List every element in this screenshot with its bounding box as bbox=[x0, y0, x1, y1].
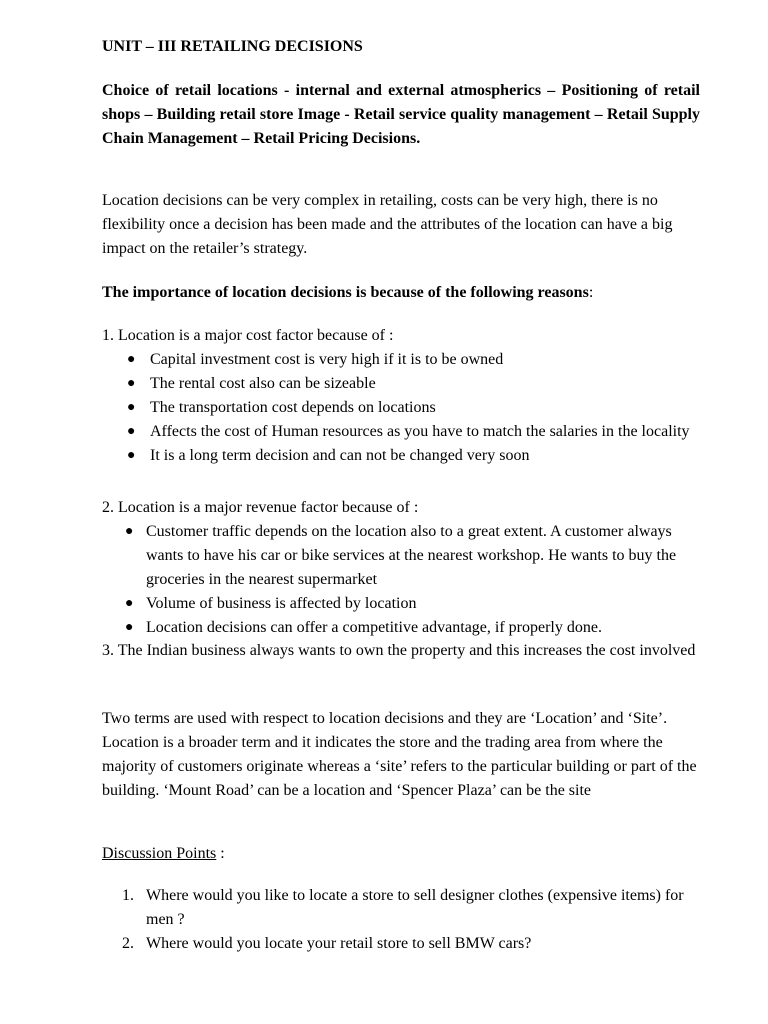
list-item-text: The transportation cost depends on locations bbox=[150, 399, 436, 416]
bullet-icon: ● bbox=[127, 448, 136, 463]
unit-topics: Choice of retail locations - internal and external atmospherics – Positioning of retail shops – Building retail store Image - Retail service quality management – Retail Supply Chain Management – Retail Pricing Decisions. bbox=[102, 82, 700, 147]
bullet-icon: ● bbox=[127, 352, 136, 367]
terms-paragraph: Two terms are used with respect to location decisions and they are ‘Location’ and ‘Site’. Location is a broader term and it indicates the store and the trading area from where the majority of customers originate whereas a ‘site’ refers to the particular building or part of the building. ‘Mount Road’ can be a location and ‘Spencer Plaza’ can be the site bbox=[102, 710, 697, 799]
bullet-icon: ● bbox=[127, 400, 136, 415]
bullet-icon: ● bbox=[125, 620, 134, 635]
cost-bullet-list bbox=[102, 348, 702, 468]
list-item bbox=[102, 616, 702, 640]
revenue-bullet-list bbox=[102, 520, 702, 640]
list-item bbox=[102, 884, 702, 932]
list-item bbox=[102, 372, 702, 396]
discussion-suffix: : bbox=[216, 845, 225, 862]
discussion-list bbox=[102, 884, 702, 956]
list-item-text: The rental cost also can be sizeable bbox=[150, 375, 376, 392]
location-paragraph: Location decisions can be very complex in retailing, costs can be very high, there is no flexibility once a decision has been made and the attributes of the location can have a big impact on the retailer’s strategy. bbox=[102, 192, 673, 257]
list-item-text: Location decisions can offer a competitive advantage, if properly done. bbox=[146, 619, 602, 636]
point-ownership bbox=[102, 639, 702, 663]
list-item-text: It is a long term decision and can not be changed very soon bbox=[150, 447, 530, 464]
list-item bbox=[102, 592, 702, 616]
bullet-icon: ● bbox=[125, 524, 134, 539]
list-item-text: Customer traffic depends on the location also to a great extent. A customer always wants to have his car or bike services at the nearest workshop. He wants to buy the groceries in the nearest supermarket bbox=[146, 523, 677, 588]
list-item-text: Where would you like to locate a store to sell designer clothes (expensive items) for men ? bbox=[146, 887, 684, 928]
importance-heading bbox=[102, 281, 702, 305]
point-cost-factor bbox=[102, 324, 702, 468]
list-item bbox=[102, 396, 702, 420]
point-revenue-factor bbox=[102, 496, 702, 640]
bullet-icon: ● bbox=[125, 596, 134, 611]
list-item bbox=[102, 520, 702, 592]
list-item-number: 1. bbox=[122, 887, 134, 904]
list-item bbox=[102, 348, 702, 372]
list-item-text: Capital investment cost is very high if it is to be owned bbox=[150, 351, 504, 368]
importance-bold: The importance of location decisions is because of the following reasons bbox=[102, 284, 589, 301]
list-item-text: Affects the cost of Human resources as you have to match the salaries in the locality bbox=[150, 423, 690, 440]
point-2-line: 2. Location is a major revenue factor because of : bbox=[102, 499, 419, 516]
list-item bbox=[102, 932, 702, 956]
discussion-heading bbox=[102, 842, 702, 866]
importance-suffix: : bbox=[588, 284, 594, 301]
bullet-icon: ● bbox=[127, 424, 136, 439]
list-item bbox=[102, 420, 702, 444]
list-item-text: Volume of business is affected by location bbox=[146, 595, 417, 612]
list-item-number: 2. bbox=[122, 935, 134, 952]
unit-heading: UNIT – III RETAILING DECISIONS bbox=[102, 38, 363, 55]
point-3-line: 3. The Indian business always wants to own the property and this increases the cost involved bbox=[102, 642, 696, 659]
point-1-line: 1. Location is a major cost factor because of : bbox=[102, 327, 394, 344]
bullet-icon: ● bbox=[127, 376, 136, 391]
list-item-text: Where would you locate your retail store to sell BMW cars? bbox=[146, 935, 532, 952]
list-item bbox=[102, 444, 702, 468]
discussion-label: Discussion Points bbox=[102, 845, 217, 862]
